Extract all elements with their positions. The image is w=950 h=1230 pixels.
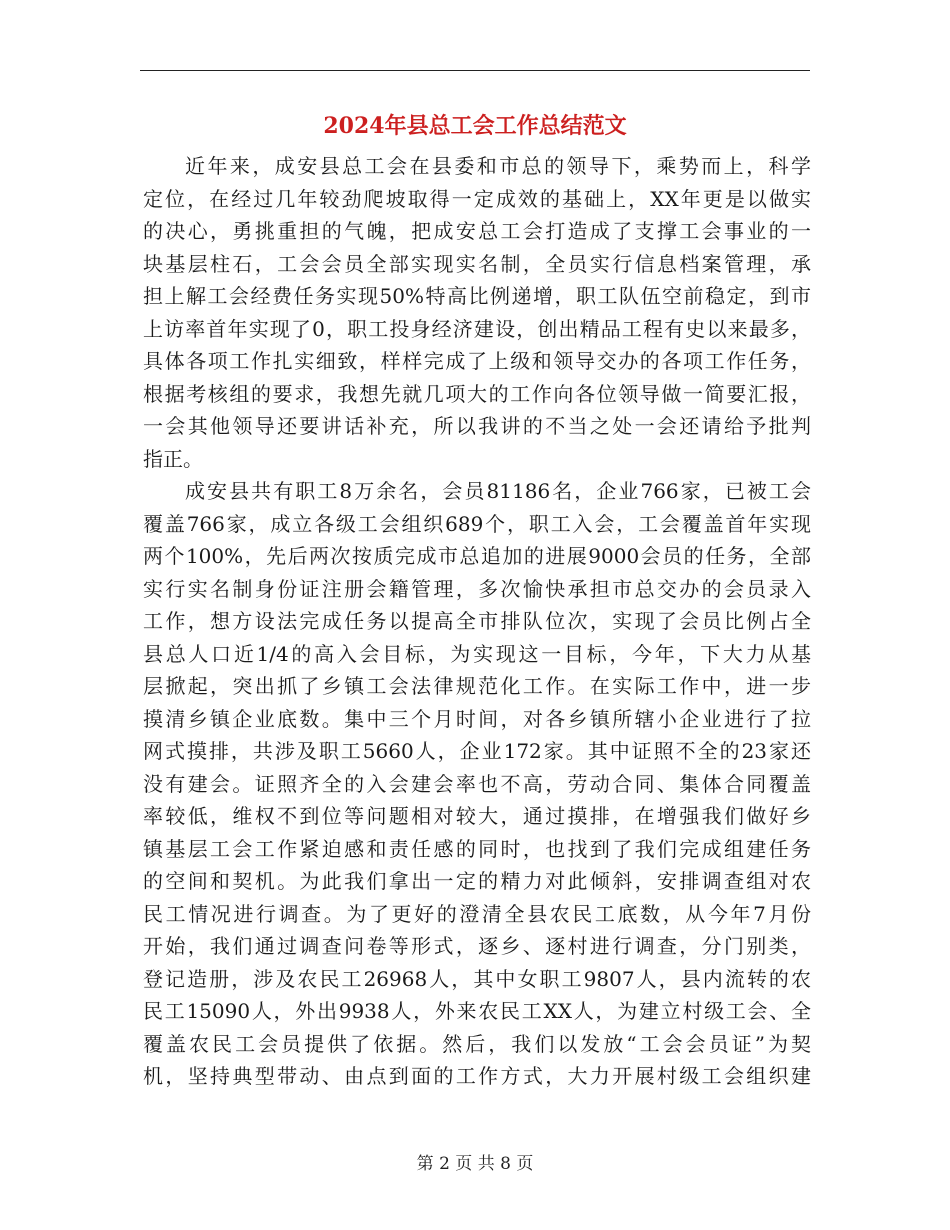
text-line: 两个100%，先后两次按质完成市总追加的进展9000会员的任务，全部 [143,544,811,568]
text-line: 民工15090人，外出9938人，外来农民工XX人，为建立村级工会、全 [143,999,811,1023]
text-line: 摸清乡镇企业底数。集中三个月时间，对各乡镇所辖小企业进行了拉 [143,706,811,731]
text-line: 层掀起，突出抓了乡镇工会法律规范化工作。在实际工作中，进一步 [143,674,811,698]
text-line: 指正。 [143,446,203,471]
text-line: 登记造册，涉及农民工26968人，其中女职工9807人，县内流转的农 [143,966,811,991]
text-line: 网式摸排，共涉及职工5660人，企业172家。其中证照不全的23家还 [143,739,811,763]
page-number-footer: 第 2 页 共 8 页 [416,1154,534,1174]
text-line: 近年来，成安县总工会在县委和市总的领导下，乘势而上，科学 [185,154,811,178]
document-body [143,150,811,1093]
document-title: 2024年县总工会工作总结范文 [323,113,627,139]
header-rule [140,70,810,71]
text-line: 块基层柱石，工会会员全部实现实名制，全员实行信息档案管理，承 [143,251,811,276]
text-line: 上访率首年实现了0，职工投身经济建设，创出精品工程有史以来最多， [143,316,811,341]
text-line: 定位，在经过几年较劲爬坡取得一定成效的基础上，XX年更是以做实 [143,186,811,211]
text-line: 机，坚持典型带动、由点到面的工作方式，大力开展村级工会组织建 [143,1064,811,1088]
text-line: 没有建会。证照齐全的入会建会率也不高，劳动合同、集体合同覆盖 [143,771,811,796]
text-line: 镇基层工会工作紧迫感和责任感的同时，也找到了我们完成组建任务 [143,836,811,861]
text-line: 的决心，勇挑重担的气魄，把成安总工会打造成了支撑工会事业的一 [143,219,811,243]
text-line: 工作，想方设法完成任务以提高全市排队位次，实现了会员比例占全 [143,609,811,633]
text-line: 开始，我们通过调查问卷等形式，逐乡、逐村进行调查，分门别类， [143,934,811,958]
text-line: 覆盖农民工会员提供了依据。然后，我们以发放“工会会员证”为契 [143,1031,811,1056]
text-line: 覆盖766家，成立各级工会组织689个，职工入会，工会覆盖首年实现 [143,511,811,536]
text-line: 县总人口近1/4的高入会目标，为实现这一目标，今年，下大力从基 [143,641,811,666]
text-line: 成安县共有职工8万余名，会员81186名，企业766家，已被工会 [185,479,811,503]
paragraph-1 [143,150,811,475]
text-line: 具体各项工作扎实细致，样样完成了上级和领导交办的各项工作任务， [143,349,811,373]
text-line: 一会其他领导还要讲话补充，所以我讲的不当之处一会还请给予批判 [143,414,811,438]
text-line: 实行实名制身份证注册会籍管理，多次愉快承担市总交办的会员录入 [143,576,811,601]
paragraph-2 [143,475,811,1093]
text-line: 的空间和契机。为此我们拿出一定的精力对此倾斜，安排调查组对农 [143,869,811,893]
text-line: 根据考核组的要求，我想先就几项大的工作向各位领导做一简要汇报， [143,381,811,406]
text-line: 担上解工会经费任务实现50%特高比例递增，职工队伍空前稳定，到市 [143,284,811,308]
text-line: 民工情况进行调查。为了更好的澄清全县农民工底数，从今年7月份 [143,901,811,926]
text-line: 率较低，维权不到位等问题相对较大，通过摸排，在增强我们做好乡 [143,804,811,828]
